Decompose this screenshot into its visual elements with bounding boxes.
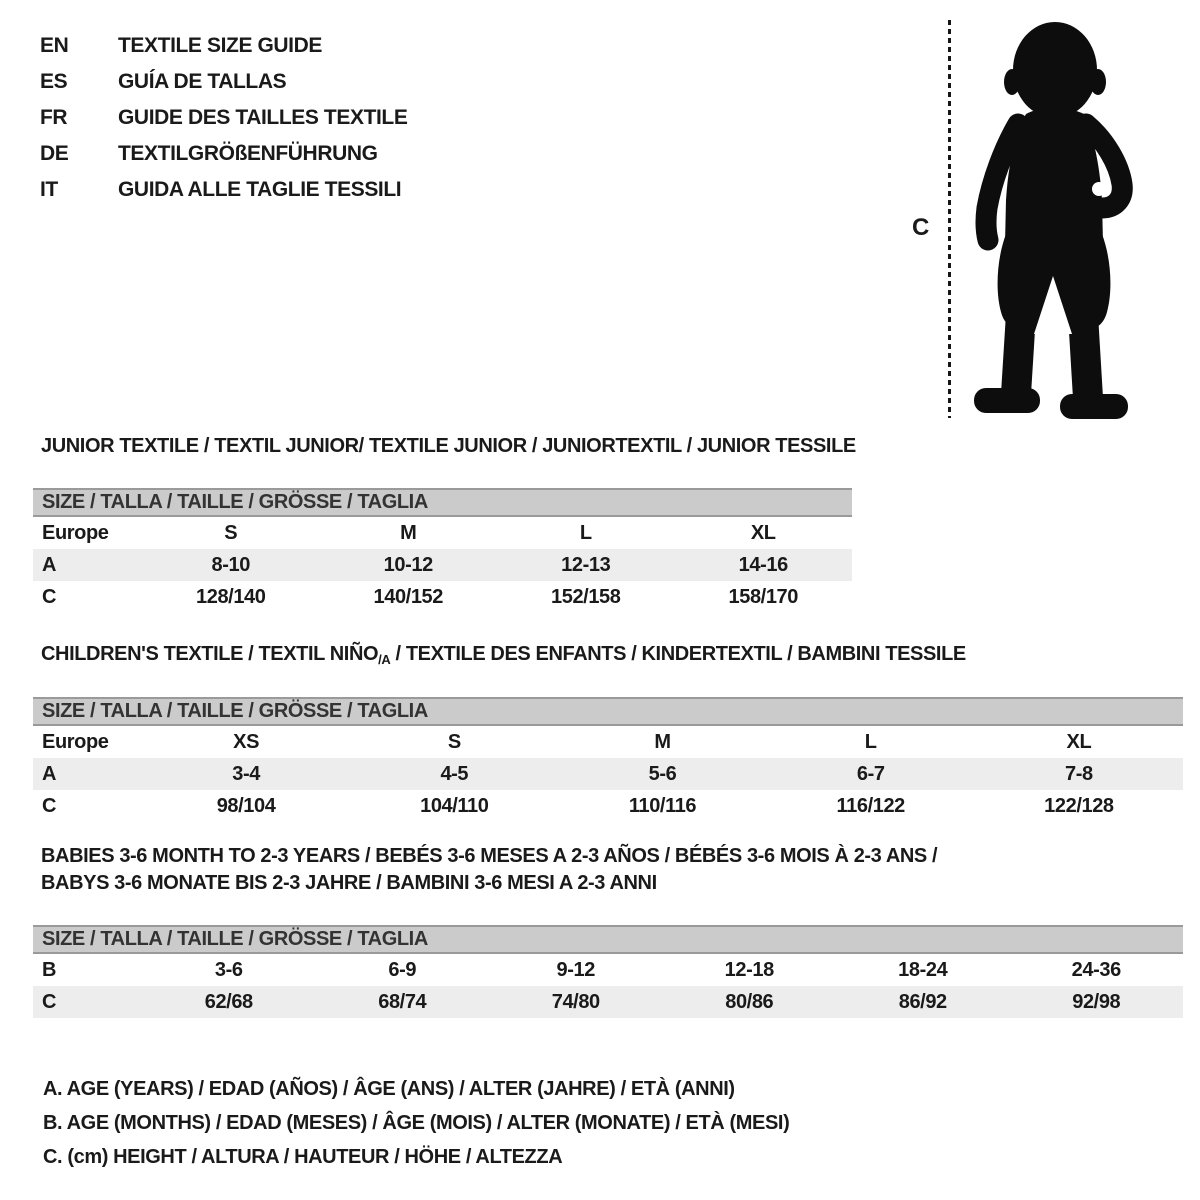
table-cell: 152/158 (551, 585, 621, 608)
size-section (33, 433, 856, 613)
table-cell: 7-8 (1065, 762, 1093, 785)
row-label: A (42, 762, 57, 785)
row-label: Europe (42, 521, 109, 544)
section-title-line (41, 843, 1183, 870)
language-row (40, 100, 407, 136)
height-figure (912, 16, 1178, 422)
language-code: ES (40, 70, 68, 93)
table-row (33, 758, 1183, 790)
section-title (41, 843, 1183, 897)
language-guide-title: GUÍA DE TALLAS (118, 70, 287, 93)
table-cell: 6-9 (388, 958, 417, 981)
size-table-rows (33, 954, 1183, 1018)
table-cell: XL (750, 521, 776, 544)
table-cell: XS (233, 730, 260, 753)
language-code: FR (40, 106, 68, 129)
language-title-block (40, 28, 407, 208)
table-cell: S (224, 521, 238, 544)
language-row (40, 172, 407, 208)
toddler-silhouette-icon (962, 18, 1144, 420)
table-cell: 12-13 (561, 553, 611, 576)
language-row (40, 136, 407, 172)
table-cell: 24-36 (1071, 958, 1121, 981)
table-cell: 92/98 (1072, 990, 1121, 1013)
section-title-text: / TEXTILE DES ENFANTS / KINDERTEXTIL / BAMBINI TESSILE (390, 643, 966, 665)
footnotes (43, 1072, 789, 1174)
table-row (33, 986, 1183, 1018)
table-cell: 116/122 (836, 794, 905, 817)
height-measure-label: C (912, 214, 930, 241)
table-cell: 9-12 (556, 958, 595, 981)
table-cell: 4-5 (440, 762, 469, 785)
table-cell: 18-24 (898, 958, 948, 981)
section-title-text: BABIES 3-6 MONTH TO 2-3 YEARS / BEBÉS 3-6 MESES A 2-3 AÑOS / BÉBÉS 3-6 MOIS À 2-3 ANS / (41, 845, 938, 867)
section-title-line (41, 870, 1183, 897)
section-title-text: CHILDREN'S TEXTILE / TEXTIL NIÑO (41, 643, 379, 665)
footnote-line: B. AGE (MONTHS) / EDAD (MESES) / ÂGE (MOIS) / ALTER (MONATE) / ETÀ (MESI) (43, 1112, 790, 1134)
table-cell: M (400, 521, 417, 544)
language-code: DE (40, 142, 69, 165)
section-title (41, 641, 1183, 669)
table-cell: 104/110 (420, 794, 489, 817)
language-row (40, 64, 407, 100)
section-title-line (41, 433, 856, 460)
table-cell: 12-18 (724, 958, 774, 981)
table-row (33, 726, 1183, 758)
table-cell: 14-16 (738, 553, 788, 576)
language-code: IT (40, 178, 58, 201)
language-guide-title: TEXTILGRÖßENFÜHRUNG (118, 142, 378, 165)
section-title-line (41, 641, 1183, 669)
table-cell: 5-6 (648, 762, 677, 785)
table-cell: 6-7 (856, 762, 885, 785)
section-title-subscript: /A (378, 652, 391, 667)
section-title (41, 433, 856, 460)
size-table (33, 488, 852, 613)
footnote-line: A. AGE (YEARS) / EDAD (AÑOS) / ÂGE (ANS) / ALTER (JAHRE) / ETÀ (ANNI) (43, 1078, 735, 1100)
language-row (40, 28, 407, 64)
size-table-header: SIZE / TALLA / TAILLE / GRÖSSE / TAGLIA (33, 925, 1183, 954)
table-cell: 98/104 (216, 794, 276, 817)
table-cell: M (654, 730, 671, 753)
table-cell: 3-6 (214, 958, 243, 981)
table-cell: 110/116 (628, 794, 697, 817)
table-row (33, 581, 852, 613)
height-measure-dashed-line (948, 20, 951, 418)
size-section (33, 843, 1183, 1018)
table-row (33, 954, 1183, 986)
table-cell: XL (1066, 730, 1092, 753)
row-label: C (42, 585, 57, 608)
table-row (33, 790, 1183, 822)
table-cell: 3-4 (232, 762, 260, 785)
row-label: A (42, 553, 57, 576)
language-guide-title: GUIDE DES TAILLES TEXTILE (118, 106, 408, 129)
table-cell: 140/152 (373, 585, 443, 608)
table-row (33, 549, 852, 581)
section-title-text: BABYS 3-6 MONATE BIS 2-3 JAHRE / BAMBINI 3-6 MESI A 2-3 ANNI (41, 872, 657, 894)
size-table-rows (33, 517, 852, 613)
size-table (33, 697, 1183, 822)
size-table-rows (33, 726, 1183, 822)
table-cell: 74/80 (551, 990, 600, 1013)
table-cell: 158/170 (728, 585, 798, 608)
row-label: C (42, 990, 57, 1013)
table-cell: L (864, 730, 877, 753)
section-title-text: JUNIOR TEXTILE / TEXTIL JUNIOR/ TEXTILE JUNIOR / JUNIORTEXTIL / JUNIOR TESSILE (41, 435, 856, 457)
table-cell: L (579, 521, 592, 544)
row-label: B (42, 958, 57, 981)
table-cell: 62/68 (204, 990, 253, 1013)
language-guide-title: TEXTILE SIZE GUIDE (118, 34, 322, 57)
table-cell: 86/92 (898, 990, 947, 1013)
row-label: C (42, 794, 57, 817)
size-table-header: SIZE / TALLA / TAILLE / GRÖSSE / TAGLIA (33, 488, 852, 517)
size-table-header: SIZE / TALLA / TAILLE / GRÖSSE / TAGLIA (33, 697, 1183, 726)
language-code: EN (40, 34, 69, 57)
table-cell: 128/140 (196, 585, 266, 608)
size-table (33, 925, 1183, 1018)
table-cell: 80/86 (725, 990, 774, 1013)
table-row (33, 517, 852, 549)
size-section (33, 641, 1183, 822)
footnote-line: C. (cm) HEIGHT / ALTURA / HAUTEUR / HÖHE / ALTEZZA (43, 1146, 563, 1168)
table-cell: S (447, 730, 461, 753)
table-cell: 68/74 (378, 990, 427, 1013)
row-label: Europe (42, 730, 109, 753)
language-guide-title: GUIDA ALLE TAGLIE TESSILI (118, 178, 402, 201)
table-cell: 8-10 (211, 553, 250, 576)
table-cell: 10-12 (383, 553, 433, 576)
table-cell: 122/128 (1044, 794, 1114, 817)
